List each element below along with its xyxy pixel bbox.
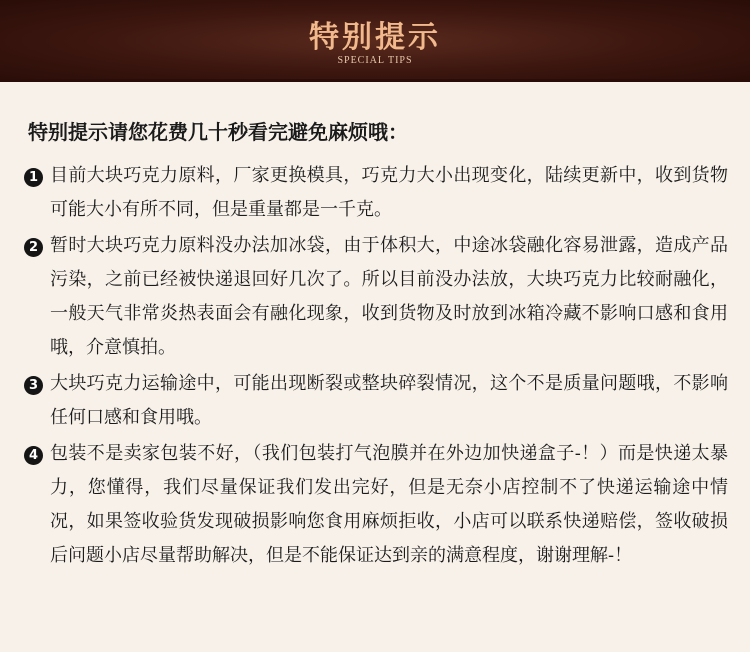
number-badge-icon: 4 [24, 446, 43, 465]
tip-text: 包装不是卖家包装不好，（我们包装打气泡膜并在外边加快递盒子-！）而是快递太暴力，您懂得，我们尽量保证我们发出完好，但是无奈小店控制不了快递运输途中情况，如果签收验货发现破损影响您食用麻烦拒收，小店可以联系快递赔偿，签收破损后问题小店尽量帮助解决，但是不能保证达到亲的满意程度，谢谢理解-！ [50, 443, 728, 566]
tip-item-2 [24, 229, 728, 365]
page-title: 特别提示 [309, 20, 441, 55]
header-banner [0, 0, 750, 82]
tip-item-1 [24, 159, 728, 227]
tip-text: 暂时大块巧克力原料没办法加冰袋，由于体积大，中途冰袋融化容易泄露，造成产品污染，之前已经被快递退回好几次了。所以目前没办法放，大块巧克力比较耐融化，一般天气非常炎热表面会有融化现象，收到货物及时放到冰箱冷藏不影响口感和食用哦，介意慎拍。 [50, 235, 728, 358]
number-badge-icon: 3 [24, 376, 43, 395]
tips-content [0, 82, 750, 573]
tip-item-3 [24, 367, 728, 435]
intro-heading: 特别提示请您花费几十秒看完避免麻烦哦： [28, 120, 408, 144]
tip-text: 目前大块巧克力原料，厂家更换模具，巧克力大小出现变化，陆续更新中，收到货物可能大小有所不同，但是重量都是一千克。 [50, 165, 728, 220]
tip-item-4 [24, 437, 728, 573]
number-badge-icon: 2 [24, 238, 43, 257]
tip-text: 大块巧克力运输途中，可能出现断裂或整块碎裂情况，这个不是质量问题哦，不影响任何口感和食用哦。 [50, 373, 728, 428]
number-badge-icon: 1 [24, 168, 43, 187]
page-subtitle: SPECIAL TIPS [337, 55, 413, 66]
header-divider [0, 79, 750, 82]
